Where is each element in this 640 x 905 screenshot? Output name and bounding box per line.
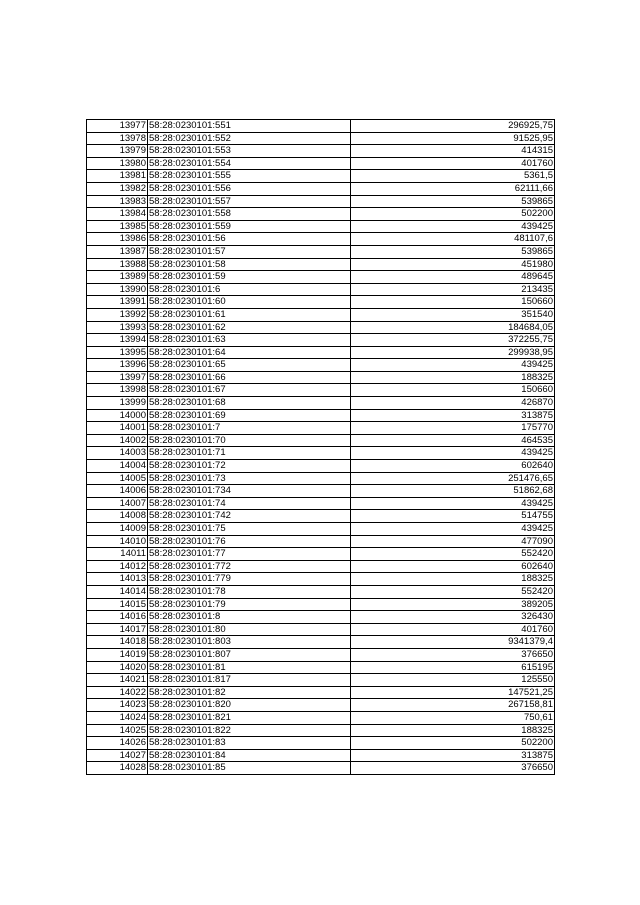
row-number-cell: 14014 <box>87 585 148 598</box>
cadastral-number-cell: 58:28:0230101:79 <box>148 598 351 611</box>
row-number-cell: 13989 <box>87 271 148 284</box>
cadastral-value-cell: 451980 <box>351 258 555 271</box>
cadastral-number-cell: 58:28:0230101:66 <box>148 371 351 384</box>
cadastral-number-cell: 58:28:0230101:59 <box>148 271 351 284</box>
cadastral-number-cell: 58:28:0230101:71 <box>148 447 351 460</box>
row-number-cell: 13985 <box>87 220 148 233</box>
row-number-cell: 13978 <box>87 132 148 145</box>
table-row <box>87 182 555 195</box>
table-row <box>87 699 555 712</box>
row-number-cell: 14024 <box>87 711 148 724</box>
row-number-cell: 13995 <box>87 346 148 359</box>
cadastral-value-cell: 5361,5 <box>351 170 555 183</box>
cadastral-value-cell: 9341379,4 <box>351 636 555 649</box>
cadastral-value-cell: 376650 <box>351 762 555 775</box>
row-number-cell: 14021 <box>87 674 148 687</box>
table-row <box>87 636 555 649</box>
cadastral-number-cell: 58:28:0230101:554 <box>148 157 351 170</box>
table-row <box>87 120 555 133</box>
row-number-cell: 13984 <box>87 208 148 221</box>
cadastral-number-cell: 58:28:0230101:555 <box>148 170 351 183</box>
cadastral-number-cell: 58:28:0230101:6 <box>148 283 351 296</box>
cadastral-value-cell: 502200 <box>351 208 555 221</box>
table-row <box>87 661 555 674</box>
row-number-cell: 14016 <box>87 611 148 624</box>
table-row <box>87 497 555 510</box>
row-number-cell: 14026 <box>87 737 148 750</box>
row-number-cell: 13994 <box>87 334 148 347</box>
cadastral-value-cell: 313875 <box>351 409 555 422</box>
cadastral-number-cell: 58:28:0230101:734 <box>148 485 351 498</box>
cadastral-number-cell: 58:28:0230101:552 <box>148 132 351 145</box>
row-number-cell: 14009 <box>87 523 148 536</box>
table-row <box>87 409 555 422</box>
cadastral-value-cell: 147521,25 <box>351 686 555 699</box>
table-row <box>87 334 555 347</box>
cadastral-number-cell: 58:28:0230101:56 <box>148 233 351 246</box>
table-row <box>87 271 555 284</box>
table-row <box>87 132 555 145</box>
row-number-cell: 14027 <box>87 749 148 762</box>
table-row <box>87 762 555 775</box>
table-row <box>87 548 555 561</box>
cadastral-value-cell: 188325 <box>351 371 555 384</box>
table-row <box>87 485 555 498</box>
cadastral-number-cell: 58:28:0230101:82 <box>148 686 351 699</box>
table-row <box>87 724 555 737</box>
row-number-cell: 13997 <box>87 371 148 384</box>
row-number-cell: 14025 <box>87 724 148 737</box>
cadastral-number-cell: 58:28:0230101:742 <box>148 510 351 523</box>
table-row <box>87 346 555 359</box>
cadastral-value-cell: 389205 <box>351 598 555 611</box>
table-row <box>87 308 555 321</box>
table-row <box>87 245 555 258</box>
row-number-cell: 14001 <box>87 422 148 435</box>
cadastral-number-cell: 58:28:0230101:551 <box>148 120 351 133</box>
cadastral-value-cell: 296925,75 <box>351 120 555 133</box>
cadastral-number-cell: 58:28:0230101:74 <box>148 497 351 510</box>
cadastral-number-cell: 58:28:0230101:75 <box>148 523 351 536</box>
cadastral-number-cell: 58:28:0230101:8 <box>148 611 351 624</box>
cadastral-value-cell: 439425 <box>351 359 555 372</box>
row-number-cell: 13979 <box>87 145 148 158</box>
table-row <box>87 611 555 624</box>
cadastral-value-cell: 439425 <box>351 523 555 536</box>
cadastral-value-cell: 439425 <box>351 497 555 510</box>
cadastral-number-cell: 58:28:0230101:70 <box>148 434 351 447</box>
row-number-cell: 14007 <box>87 497 148 510</box>
table-row <box>87 598 555 611</box>
table-row <box>87 220 555 233</box>
cadastral-value-cell: 175770 <box>351 422 555 435</box>
cadastral-number-cell: 58:28:0230101:84 <box>148 749 351 762</box>
cadastral-number-cell: 58:28:0230101:77 <box>148 548 351 561</box>
table-row <box>87 523 555 536</box>
cadastral-value-cell: 372255,75 <box>351 334 555 347</box>
table-row <box>87 371 555 384</box>
table-row <box>87 686 555 699</box>
cadastral-number-cell: 58:28:0230101:80 <box>148 623 351 636</box>
cadastral-number-cell: 58:28:0230101:772 <box>148 560 351 573</box>
cadastral-number-cell: 58:28:0230101:81 <box>148 661 351 674</box>
cadastral-value-cell: 552420 <box>351 585 555 598</box>
table-row <box>87 397 555 410</box>
cadastral-value-cell: 326430 <box>351 611 555 624</box>
cadastral-value-cell: 602640 <box>351 560 555 573</box>
cadastral-value-cell: 299938,95 <box>351 346 555 359</box>
cadastral-value-cell: 481107,6 <box>351 233 555 246</box>
table-row <box>87 460 555 473</box>
cadastral-value-cell: 150660 <box>351 296 555 309</box>
cadastral-value-cell: 91525,95 <box>351 132 555 145</box>
row-number-cell: 14019 <box>87 648 148 661</box>
row-number-cell: 14020 <box>87 661 148 674</box>
cadastral-number-cell: 58:28:0230101:821 <box>148 711 351 724</box>
cadastral-number-cell: 58:28:0230101:62 <box>148 321 351 334</box>
cadastral-value-cell: 125550 <box>351 674 555 687</box>
row-number-cell: 13983 <box>87 195 148 208</box>
cadastral-number-cell: 58:28:0230101:7 <box>148 422 351 435</box>
row-number-cell: 13977 <box>87 120 148 133</box>
cadastral-value-cell: 401760 <box>351 623 555 636</box>
table-body <box>87 120 555 775</box>
cadastral-number-cell: 58:28:0230101:73 <box>148 472 351 485</box>
cadastral-number-cell: 58:28:0230101:63 <box>148 334 351 347</box>
cadastral-value-table <box>86 119 555 775</box>
table-row <box>87 434 555 447</box>
cadastral-number-cell: 58:28:0230101:78 <box>148 585 351 598</box>
cadastral-value-cell: 150660 <box>351 384 555 397</box>
row-number-cell: 14028 <box>87 762 148 775</box>
cadastral-number-cell: 58:28:0230101:553 <box>148 145 351 158</box>
row-number-cell: 13996 <box>87 359 148 372</box>
cadastral-value-cell: 414315 <box>351 145 555 158</box>
cadastral-value-cell: 489645 <box>351 271 555 284</box>
cadastral-number-cell: 58:28:0230101:60 <box>148 296 351 309</box>
row-number-cell: 14002 <box>87 434 148 447</box>
row-number-cell: 14015 <box>87 598 148 611</box>
row-number-cell: 14004 <box>87 460 148 473</box>
cadastral-number-cell: 58:28:0230101:557 <box>148 195 351 208</box>
row-number-cell: 14017 <box>87 623 148 636</box>
row-number-cell: 13990 <box>87 283 148 296</box>
row-number-cell: 14012 <box>87 560 148 573</box>
row-number-cell: 14013 <box>87 573 148 586</box>
cadastral-number-cell: 58:28:0230101:72 <box>148 460 351 473</box>
row-number-cell: 14000 <box>87 409 148 422</box>
cadastral-number-cell: 58:28:0230101:83 <box>148 737 351 750</box>
cadastral-number-cell: 58:28:0230101:61 <box>148 308 351 321</box>
row-number-cell: 13982 <box>87 182 148 195</box>
table-row <box>87 749 555 762</box>
row-number-cell: 14010 <box>87 535 148 548</box>
table-row <box>87 208 555 221</box>
row-number-cell: 14018 <box>87 636 148 649</box>
cadastral-number-cell: 58:28:0230101:779 <box>148 573 351 586</box>
row-number-cell: 14006 <box>87 485 148 498</box>
row-number-cell: 13998 <box>87 384 148 397</box>
table-row <box>87 170 555 183</box>
table-row <box>87 145 555 158</box>
cadastral-number-cell: 58:28:0230101:69 <box>148 409 351 422</box>
cadastral-number-cell: 58:28:0230101:64 <box>148 346 351 359</box>
cadastral-value-cell: 539865 <box>351 245 555 258</box>
table-row <box>87 573 555 586</box>
row-number-cell: 13987 <box>87 245 148 258</box>
cadastral-value-cell: 502200 <box>351 737 555 750</box>
cadastral-value-cell: 439425 <box>351 447 555 460</box>
cadastral-number-cell: 58:28:0230101:67 <box>148 384 351 397</box>
row-number-cell: 14008 <box>87 510 148 523</box>
cadastral-value-cell: 251476,65 <box>351 472 555 485</box>
cadastral-value-cell: 426870 <box>351 397 555 410</box>
cadastral-number-cell: 58:28:0230101:820 <box>148 699 351 712</box>
table-row <box>87 359 555 372</box>
table-row <box>87 674 555 687</box>
table-row <box>87 283 555 296</box>
cadastral-value-cell: 351540 <box>351 308 555 321</box>
row-number-cell: 14022 <box>87 686 148 699</box>
cadastral-value-cell: 376650 <box>351 648 555 661</box>
cadastral-value-cell: 51862,68 <box>351 485 555 498</box>
table-row <box>87 422 555 435</box>
table-row <box>87 623 555 636</box>
row-number-cell: 13981 <box>87 170 148 183</box>
row-number-cell: 13986 <box>87 233 148 246</box>
cadastral-value-cell: 464535 <box>351 434 555 447</box>
row-number-cell: 13992 <box>87 308 148 321</box>
table-row <box>87 233 555 246</box>
table-row <box>87 447 555 460</box>
cadastral-value-cell: 477090 <box>351 535 555 548</box>
row-number-cell: 13993 <box>87 321 148 334</box>
cadastral-value-cell: 313875 <box>351 749 555 762</box>
cadastral-value-cell: 401760 <box>351 157 555 170</box>
cadastral-value-cell: 62111,66 <box>351 182 555 195</box>
row-number-cell: 14023 <box>87 699 148 712</box>
row-number-cell: 13980 <box>87 157 148 170</box>
table-row <box>87 195 555 208</box>
cadastral-number-cell: 58:28:0230101:68 <box>148 397 351 410</box>
cadastral-value-cell: 267158,81 <box>351 699 555 712</box>
cadastral-value-cell: 184684,05 <box>351 321 555 334</box>
row-number-cell: 13999 <box>87 397 148 410</box>
cadastral-number-cell: 58:28:0230101:58 <box>148 258 351 271</box>
table-row <box>87 535 555 548</box>
table-row <box>87 296 555 309</box>
table-row <box>87 258 555 271</box>
table-row <box>87 510 555 523</box>
cadastral-value-cell: 188325 <box>351 573 555 586</box>
table-row <box>87 321 555 334</box>
cadastral-number-cell: 58:28:0230101:807 <box>148 648 351 661</box>
cadastral-value-cell: 552420 <box>351 548 555 561</box>
table-row <box>87 648 555 661</box>
table-row <box>87 560 555 573</box>
table-row <box>87 585 555 598</box>
cadastral-number-cell: 58:28:0230101:85 <box>148 762 351 775</box>
cadastral-number-cell: 58:28:0230101:57 <box>148 245 351 258</box>
row-number-cell: 13991 <box>87 296 148 309</box>
row-number-cell: 13988 <box>87 258 148 271</box>
cadastral-number-cell: 58:28:0230101:65 <box>148 359 351 372</box>
table-row <box>87 384 555 397</box>
cadastral-value-cell: 602640 <box>351 460 555 473</box>
cadastral-number-cell: 58:28:0230101:558 <box>148 208 351 221</box>
cadastral-number-cell: 58:28:0230101:76 <box>148 535 351 548</box>
cadastral-number-cell: 58:28:0230101:817 <box>148 674 351 687</box>
cadastral-value-cell: 188325 <box>351 724 555 737</box>
cadastral-value-cell: 213435 <box>351 283 555 296</box>
cadastral-value-cell: 615195 <box>351 661 555 674</box>
table-row <box>87 157 555 170</box>
cadastral-value-cell: 514755 <box>351 510 555 523</box>
row-number-cell: 14005 <box>87 472 148 485</box>
table-row <box>87 737 555 750</box>
cadastral-value-cell: 750,61 <box>351 711 555 724</box>
cadastral-number-cell: 58:28:0230101:822 <box>148 724 351 737</box>
cadastral-number-cell: 58:28:0230101:803 <box>148 636 351 649</box>
cadastral-number-cell: 58:28:0230101:559 <box>148 220 351 233</box>
cadastral-value-cell: 539865 <box>351 195 555 208</box>
row-number-cell: 14003 <box>87 447 148 460</box>
table-row <box>87 711 555 724</box>
cadastral-number-cell: 58:28:0230101:556 <box>148 182 351 195</box>
cadastral-value-cell: 439425 <box>351 220 555 233</box>
table-row <box>87 472 555 485</box>
row-number-cell: 14011 <box>87 548 148 561</box>
